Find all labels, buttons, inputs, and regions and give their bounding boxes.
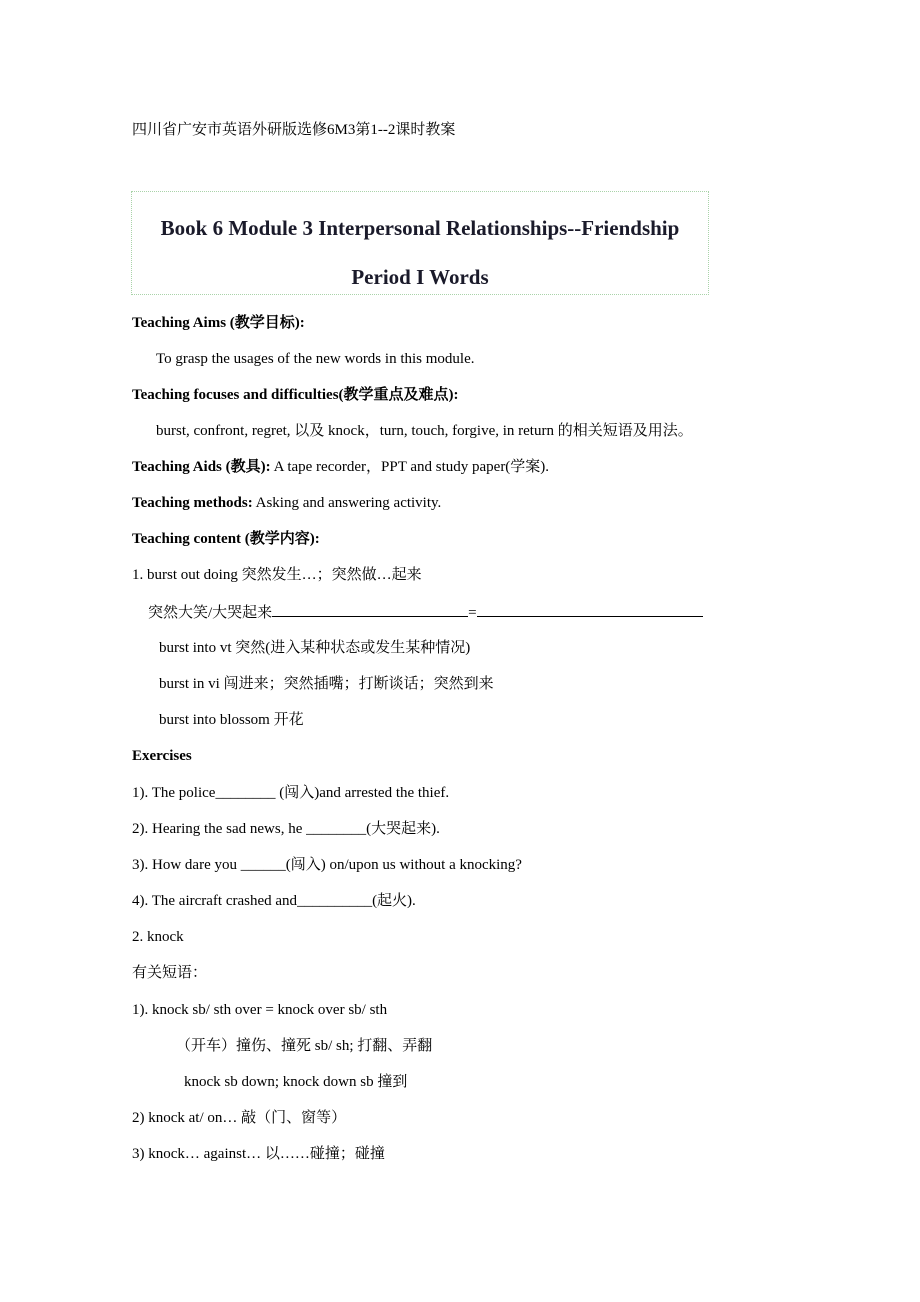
knock-phrase: 1). knock sb/ sth over = knock over sb/ sth bbox=[132, 1002, 388, 1018]
fill-blank-1[interactable] bbox=[272, 601, 468, 617]
item1-phrase: burst into vt 突然(进入某种状态或发生某种情况) bbox=[159, 640, 471, 656]
item2-heading: 2. knock bbox=[132, 929, 184, 945]
exercise-text: (闯入)and arrested the thief. bbox=[275, 785, 450, 801]
exercise-blank[interactable]: ______ bbox=[240, 857, 286, 873]
knock-phrase: knock sb down; knock down sb 撞到 bbox=[184, 1074, 408, 1090]
exercise-text: (闯入) on/upon us without a knocking? bbox=[285, 857, 522, 873]
aids-label: Teaching Aids (教具): bbox=[132, 459, 271, 475]
focuses-label: Teaching focuses and difficulties(教学重点及难点): bbox=[132, 387, 459, 403]
exercise-text: 1). The police bbox=[132, 785, 216, 801]
item1-phrase: burst in vi 闯进来；突然插嘴；打断谈话；突然到来 bbox=[159, 676, 494, 692]
exercise-item bbox=[132, 783, 449, 803]
focuses-text: burst, confront, regret, 以及 knock，turn, touch, forgive, in return 的相关短语及用法。 bbox=[156, 423, 693, 439]
module-title: Book 6 Module 3 Interpersonal Relationships--Friendship bbox=[160, 216, 680, 240]
item1-phrase: burst into blossom 开花 bbox=[159, 712, 304, 728]
fill-blank-2[interactable] bbox=[477, 601, 703, 617]
aids-text: A tape recorder，PPT and study paper(学案). bbox=[270, 459, 550, 475]
knock-phrase: 3) knock… against… 以……碰撞；碰撞 bbox=[132, 1146, 385, 1162]
exercise-text: (起火). bbox=[372, 893, 416, 909]
related-phrases-label: 有关短语： bbox=[132, 965, 208, 981]
aims-label: Teaching Aims (教学目标): bbox=[132, 315, 305, 331]
aids-row bbox=[132, 457, 549, 477]
aims-text: To grasp the usages of the new words in this module. bbox=[156, 351, 475, 367]
exercise-blank[interactable]: ________ bbox=[306, 821, 367, 837]
methods-text: Asking and answering activity. bbox=[252, 495, 442, 511]
document-title: 四川省广安市英语外研版选修6M3第1--2课时教案 bbox=[132, 122, 456, 138]
item1-fill-row bbox=[148, 601, 703, 623]
fill-prefix: 突然大笑/大哭起来 bbox=[148, 605, 273, 621]
content-label: Teaching content (教学内容): bbox=[132, 531, 320, 547]
exercise-text: 2). Hearing the sad news, he bbox=[132, 821, 307, 837]
methods-row bbox=[132, 493, 441, 513]
exercise-item bbox=[132, 891, 416, 911]
exercise-text: 4). The aircraft crashed and bbox=[132, 893, 298, 909]
exercise-item bbox=[132, 855, 522, 875]
knock-phrase: （开车）撞伤、撞死 sb/ sh; 打翻、弄翻 bbox=[176, 1038, 433, 1054]
item1-heading: 1. burst out doing 突然发生…；突然做…起来 bbox=[132, 567, 422, 583]
exercises-label: Exercises bbox=[132, 748, 192, 764]
period-title: Period I Words bbox=[351, 265, 489, 289]
exercise-item bbox=[132, 819, 440, 839]
fill-equals: = bbox=[468, 605, 477, 621]
knock-phrase: 2) knock at/ on… 敲（门、窗等） bbox=[132, 1110, 347, 1126]
exercise-text: 3). How dare you bbox=[132, 857, 241, 873]
exercise-blank[interactable]: __________ bbox=[297, 893, 373, 909]
methods-label: Teaching methods: bbox=[132, 495, 253, 511]
title-box bbox=[131, 191, 709, 295]
exercise-text: (大哭起来). bbox=[366, 821, 440, 837]
exercise-blank[interactable]: ________ bbox=[215, 785, 276, 801]
